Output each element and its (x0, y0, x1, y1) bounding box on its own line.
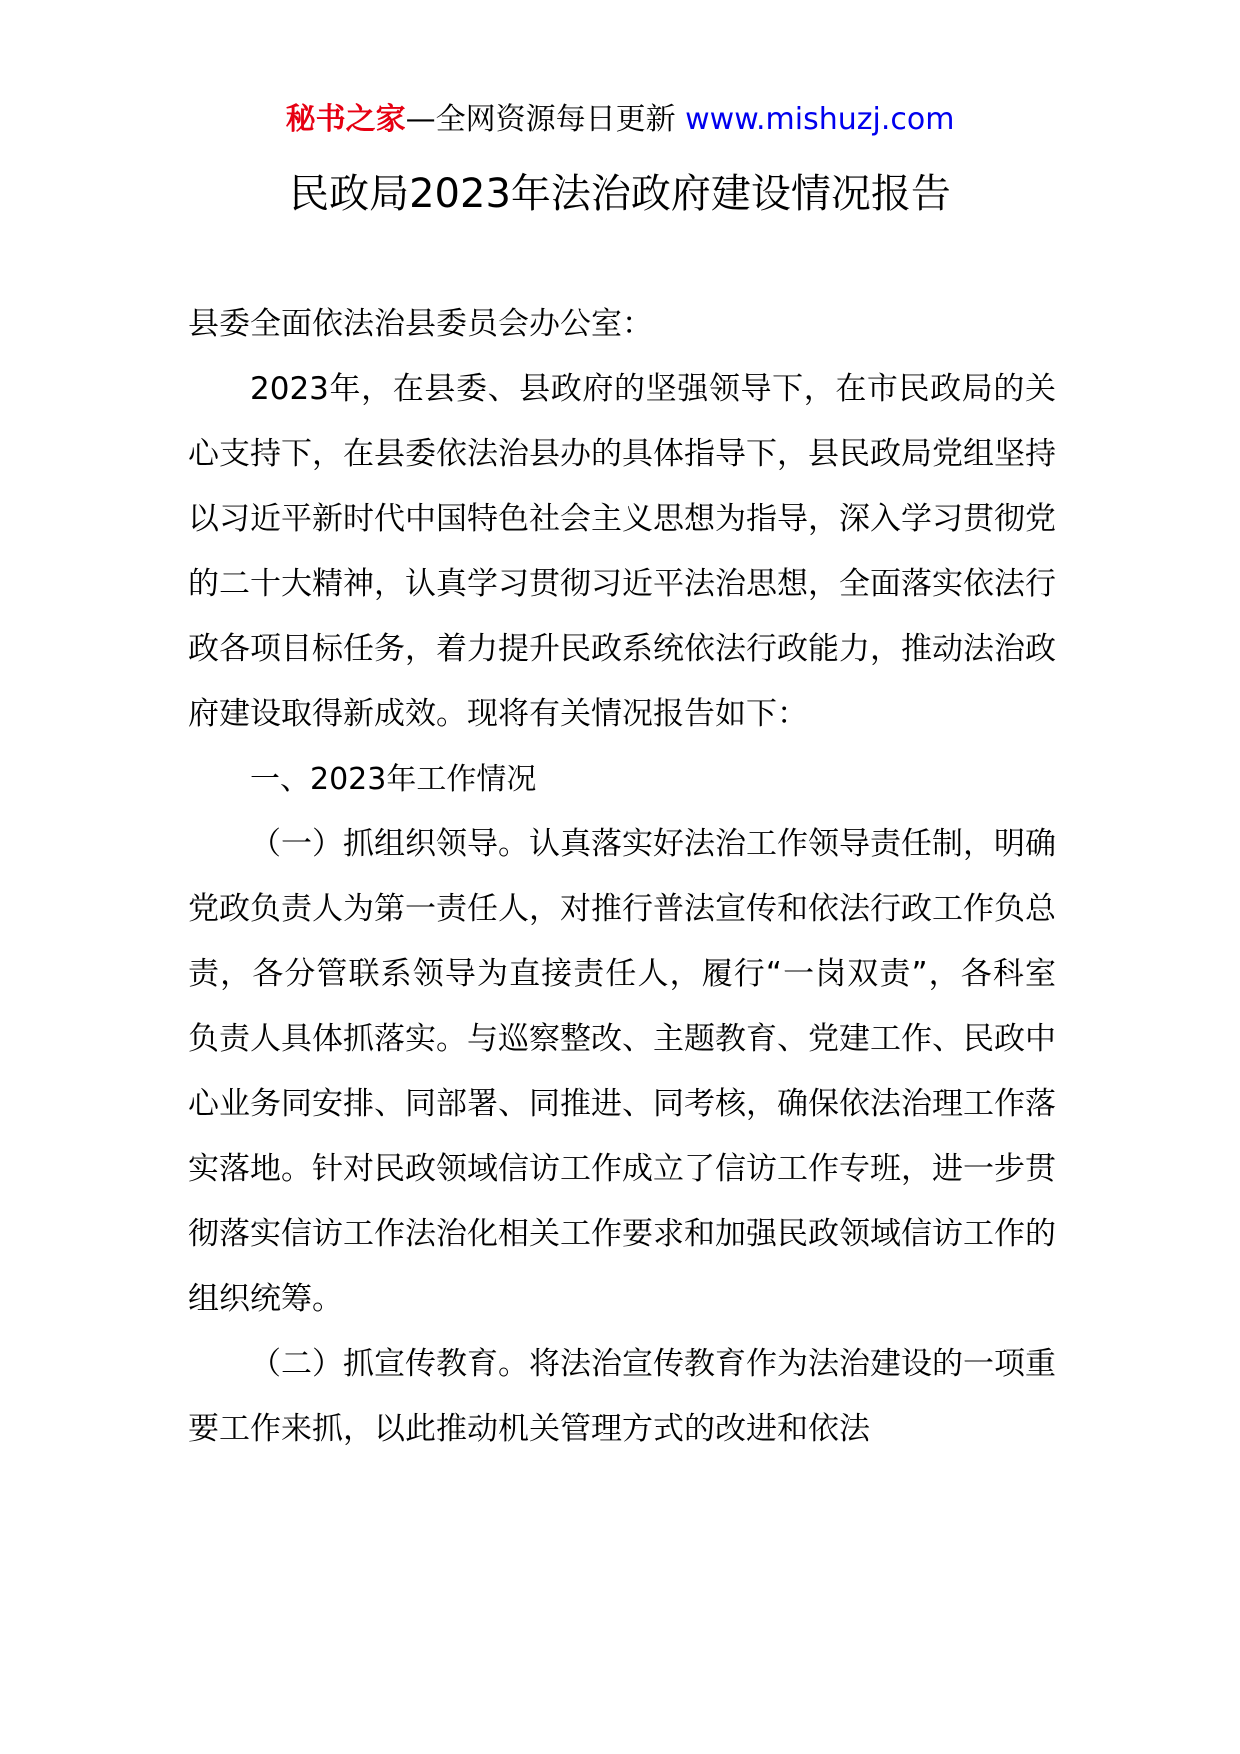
salutation: 县委全面依法治县委员会办公室： (188, 306, 653, 342)
site-header (0, 100, 1240, 140)
section-heading: 一、2023年工作情况 (250, 762, 537, 797)
item-paragraph-1: （一）抓组织领导。认真落实好法治工作领导责任制，明确党政负责人为第一责任人，对推行普法宣传和依法行政工作负总责，各分管联系领导为直接责任人，履行“一岗双责”，各科室负责人具体抓落实。与巡察整改、主题教育、党建工作、民政中心业务同安排、同部署、同推进、同考核，确保依法治理工作落实落地。针对民政领域信访工作成立了信访工作专班，进一步贯彻落实信访工作法治化相关工作要求和加强民政领域信访工作的组织统筹。 (188, 826, 1056, 1317)
item-paragraph-2: （二）抓宣传教育。将法治宣传教育作为法治建设的一项重要工作来抓，以此推动机关管理方式的改进和依法 (188, 1346, 1056, 1447)
site-brand: 秘书之家 (285, 102, 406, 137)
document-body (188, 292, 1056, 1462)
site-url-link[interactable]: www.mishuzj.com (685, 102, 955, 137)
intro-paragraph: 2023年，在县委、县政府的坚强领导下，在市民政局的关心支持下，在县委依法治县办的具体指导下，县民政局党组坚持以习近平新时代中国特色社会主义思想为指导，深入学习贯彻党的二十大精神，认真学习贯彻习近平法治思想，全面落实依法行政各项目标任务，着力提升民政系统依法行政能力，推动法治政府建设取得新成效。现将有关情况报告如下： (188, 371, 1056, 732)
document-title: 民政局2023年法治政府建设情况报告 (289, 171, 951, 217)
site-slogan: —全网资源每日更新 (405, 102, 676, 137)
